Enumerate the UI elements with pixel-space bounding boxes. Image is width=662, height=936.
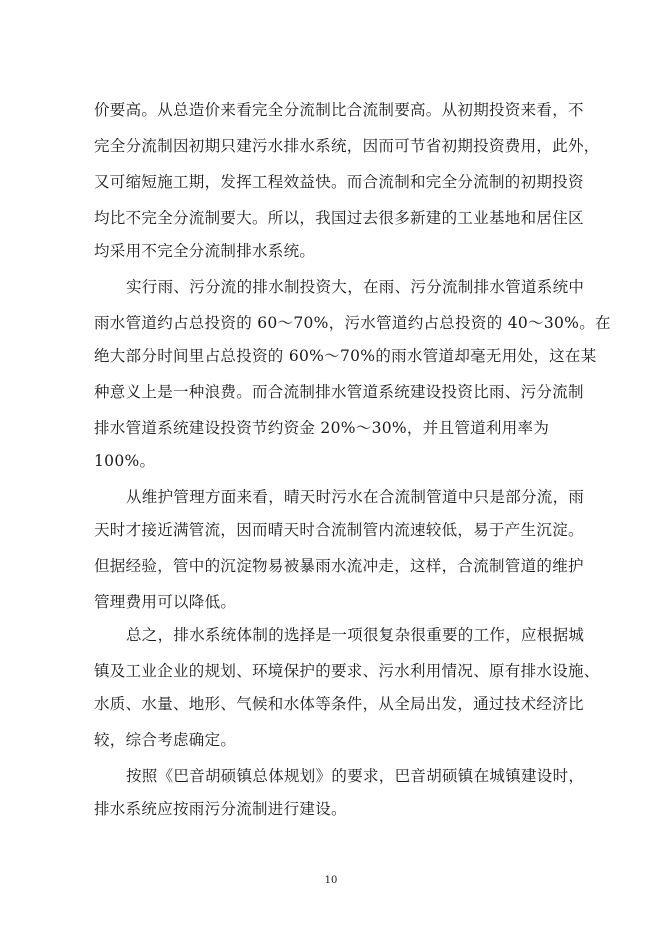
text-line: 完全分流制因初期只建污水排水系统，因而可节省初期投资费用，此外，: [94, 137, 600, 155]
text-line: 100%。: [94, 452, 156, 470]
text-line: 价要高。从总造价来看完全分流制比合流制要高。从初期投资来看，不: [94, 101, 584, 119]
text-line: 排水管道系统建设投资节约资金 20%～30%，并且管道利用率为: [94, 419, 550, 437]
text-line: 镇及工业企业的规划、环境保护的要求、污水利用情况、原有排水设施、: [94, 662, 600, 680]
text-line: 均采用不完全分流制排水系统。: [94, 242, 316, 260]
text-line: 水质、水量、地形、气候和水体等条件，从全局出发，通过技术经济比: [94, 695, 584, 713]
text-line: 按照《巴音胡硕镇总体规划》的要求，巴音胡硕镇在城镇建设时，: [126, 767, 585, 785]
text-line: 种意义上是一种浪费。而合流制排水管道系统建设投资比雨、污分流制: [94, 383, 584, 401]
text-line: 从维护管理方面来看，晴天时污水在合流制管道中只是部分流，雨: [126, 488, 585, 506]
text-line: 绝大部分时间里占总投资的 60%～70%的雨水管道却毫无用处，这在某: [94, 347, 597, 365]
text-line: 天时才接近满管流，因而晴天时合流制管内流速较低，易于产生沉淀。: [94, 521, 584, 539]
text-line: 雨水管道约占总投资的 60～70%，污水管道约占总投资的 40～30%。在: [94, 314, 611, 332]
text-line: 又可缩短施工期，发挥工程效益快。而合流制和完全分流制的初期投资: [94, 173, 584, 191]
text-line: 但据经验，管中的沉淀物易被暴雨水流冲走，这样，合流制管道的维护: [94, 557, 584, 575]
text-line: 排水系统应按雨污分流制进行建设。: [94, 800, 347, 818]
text-line: 总之，排水系统体制的选择是一项很复杂很重要的工作，应根据城: [126, 626, 585, 644]
page-number: 10: [324, 875, 338, 886]
text-line: 较，综合考虑确定。: [94, 731, 237, 749]
text-line: 管理费用可以降低。: [94, 593, 237, 611]
text-line: 均比不完全分流制要大。所以，我国过去很多新建的工业基地和居住区: [94, 209, 584, 227]
text-line: 实行雨、污分流的排水制投资大，在雨、污分流制排水管道系统中: [126, 278, 585, 296]
